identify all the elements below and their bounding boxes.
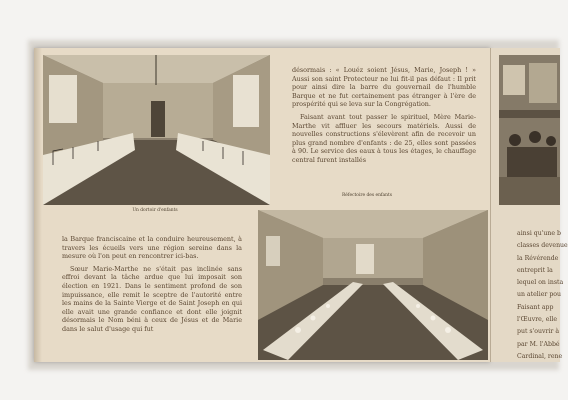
next-page-text — [517, 228, 568, 363]
text-line: Faisant app — [517, 303, 554, 311]
text-line: Cardinal, rene — [517, 352, 563, 360]
paragraph: la Barque franciscaine et la conduire heureusement, à travers les écueils vers une région sereine dans la mesure où l'on peut en rencontrer ici-bas. — [62, 235, 242, 261]
text-line: entreprit la — [517, 266, 553, 274]
text-line: un atelier pou — [517, 291, 561, 299]
text-line: l'Œuvre, elle — [517, 316, 558, 324]
refectory-photo — [258, 210, 488, 360]
paragraph: désormais : « Louéz soient Jésus, Marie, Joseph ! » Aussi son saint Protecteur ne lui fit-il pas défaut : Il prit pour ainsi dire la barre du gouvernail de l'humble Barque et ne fut certainement pas étranger à l'ère de prospérité qui se leva sur la Congrégation. — [292, 66, 476, 109]
dormitory-caption: Un dortoir d'enfants — [132, 208, 178, 213]
paragraph: Sœur Marie-Marthe ne s'était pas inclinée sans effroi devant la tâche ardue que lui imposait son élection en 1921. Dans le sentiment profond de son impuissance, elle remit le sceptre de l'autorité entre les mains de la Sainte Vierge et de Saint Joseph en qui elle avait une grande confiance et dont elle joignit désormais le Nom béni à ceux de Jésus et de Marie dans le salut d'usage qui fut — [62, 264, 242, 333]
text-line: classes devenue — [517, 242, 568, 250]
text-line: par M. l'Abbé — [517, 340, 560, 348]
refectory-caption: Réfectoire des enfants — [341, 193, 393, 198]
text-column-top — [292, 66, 476, 169]
text-line: put s'ouvrir à — [517, 328, 560, 336]
text-line: la Révérende — [517, 254, 559, 262]
text-column-bottom — [62, 235, 242, 338]
paragraph: Faisant avant tout passer le spirituel, Mère Marie-Marthe vit affluer les secours matériels. Aussi de nouvelles constructions s'élevèrent afin de recevoir un plus grand nombre d'enfants : de 25, elles sont passées à 90. Le service des eaux à tous les étages, le chauffage central furent installés — [292, 112, 476, 164]
text-line: lequel on insta — [517, 279, 564, 287]
dormitory-photo — [43, 55, 270, 205]
text-line: ainsi qu'une b — [517, 230, 561, 237]
classroom-photo — [499, 55, 560, 205]
